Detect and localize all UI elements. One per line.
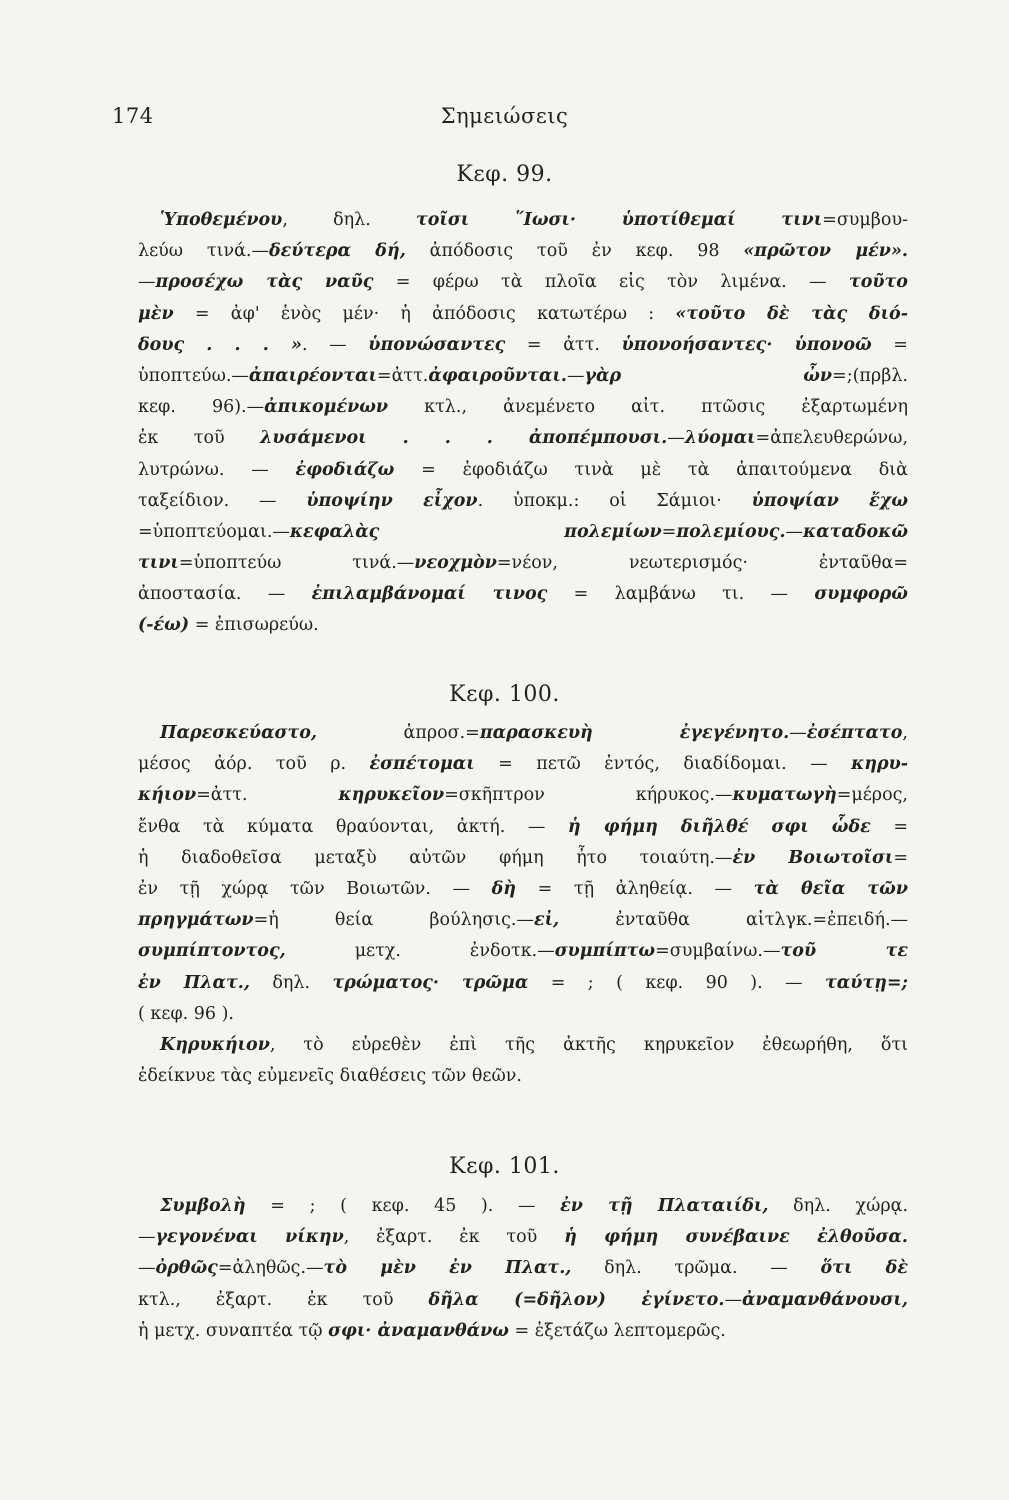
gloss-text: — — [138, 1258, 156, 1279]
gloss-text: , δηλ. — [282, 210, 416, 230]
gloss-text: ἐδείκνυε τὰς εὐμενεῖς διαθέσεις τῶν θεῶν. — [138, 1066, 522, 1087]
lemma-term: ὑπονοήσαντες· ὑπονοῶ — [621, 334, 872, 355]
gloss-text: = ἐπισωρεύω. — [189, 615, 319, 636]
lemma-term: τινι — [138, 553, 179, 574]
gloss-text: ἀποστασία. — — [138, 584, 312, 605]
gloss-text: ἐν τῇ χώρᾳ τῶν Βοιωτῶν. — — [138, 878, 492, 899]
lemma-term: κεφαλὰς πολεμίων — [289, 521, 662, 542]
gloss-text: δηλ. τρῶμα. — — [571, 1258, 821, 1279]
gloss-text: δηλ. χώρᾳ. — [768, 1196, 909, 1216]
lemma-term: λύομαι — [684, 428, 756, 449]
gloss-text: = λαμβάνω τι. — — [547, 584, 815, 605]
lemma-term: ἐφοδιάζω — [295, 459, 395, 480]
text-line — [138, 780, 908, 811]
gloss-text: =συμβου- — [822, 210, 908, 230]
text-line — [138, 1285, 908, 1316]
lemma-term: συμπίπτοντος, — [138, 941, 286, 962]
lemma-term: ὑπονώσαντες — [368, 334, 506, 355]
lemma-term: ὀρθῶς — [155, 1258, 218, 1279]
lemma-term: ὑποψίαν ἔχω — [751, 490, 908, 511]
gloss-text: = ἀφ' ἑνὸς μέν· ἡ ἀπόδοσις κατωτέρω : — [173, 303, 676, 324]
gloss-text: μετχ. ἐνδοτκ.— — [285, 941, 555, 962]
lemma-term: «πρῶτον μέν». — [743, 241, 908, 262]
gloss-text: =ἀττ. — [196, 785, 339, 806]
lemma-term: ἀφαιροῦνται. — [428, 365, 567, 386]
gloss-text: κτλ., ἀνεμένετο αἰτ. πτῶσις ἐξαρτωμένη — [388, 397, 909, 418]
notes-chapter-101 — [138, 1191, 908, 1347]
lemma-term: κηρυκεῖον — [338, 785, 445, 806]
gloss-text: ἡ διαδοθεῖσα μεταξὺ αὐτῶν φήμη ἦτο τοιαύτη.— — [138, 847, 733, 868]
lemma-term: Ὑποθεμένου — [160, 210, 283, 230]
lemma-term: τοῖσι ῞Ιωσι· ὑποτίθεμαί τινι — [415, 210, 823, 230]
lemma-term: ἐν Πλατ., — [138, 972, 250, 993]
gloss-text: = φέρω τὰ πλοῖα εἰς τὸν λιμένα. — — [373, 272, 849, 293]
text-line — [138, 267, 908, 298]
lemma-term: παρασκευὴ ἐγεγένητο. — [479, 723, 790, 743]
lemma-term: ἡ φήμη συνέβαινε ἐλθοῦσα. — [564, 1227, 908, 1248]
lemma-term: κήιον — [138, 785, 197, 806]
section-heading-101: Κεφ. 101. — [449, 1154, 560, 1179]
gloss-text: λυτρώνω. — — [138, 459, 296, 480]
lemma-term: μὲν — [138, 303, 174, 324]
lemma-term: εἰ, — [533, 910, 560, 931]
lemma-term: κηρυ- — [851, 754, 908, 775]
gloss-text: = ἐξετάζω λεπτομερῶς. — [508, 1320, 726, 1341]
gloss-text: =ὑποπτεύω τινά.— — [178, 553, 415, 574]
text-line — [138, 874, 908, 905]
text-line — [138, 843, 908, 874]
gloss-text: ἔνθα τὰ κύματα θραύονται, ἀκτή. — — [138, 816, 568, 837]
lemma-term: τοῦτο — [848, 272, 908, 293]
lemma-term: δους . . . » — [138, 334, 302, 355]
text-line — [138, 548, 908, 579]
gloss-text: . ὑποκμ.: οἱ Σάμιοι· — [477, 490, 752, 511]
gloss-text: ( κεφ. 96 ). — [138, 1003, 234, 1024]
lemma-term: συμφορῶ — [814, 584, 908, 605]
text-line — [138, 330, 908, 361]
lemma-term: ἐσπέτομαι — [369, 754, 475, 775]
text-line — [138, 968, 908, 999]
text-line — [138, 1191, 908, 1222]
gloss-text: = ; ( κεφ. 90 ). — — [528, 972, 825, 993]
lemma-term: ὅτι δὲ — [820, 1258, 908, 1279]
lemma-term: ἐν τῇ Πλαταιίδι, — [560, 1196, 769, 1216]
lemma-term: γεγονέναι νίκην — [155, 1227, 344, 1248]
lemma-term: καταδοκῶ — [803, 521, 908, 542]
text-line — [138, 392, 908, 423]
gloss-text: ἀπροσ.= — [317, 723, 480, 743]
lemma-term: τὰ θεῖα τῶν — [753, 878, 908, 899]
gloss-text: κτλ., ἐξαρτ. ἐκ τοῦ — [138, 1289, 429, 1310]
gloss-text: = — [870, 816, 908, 837]
lemma-term: νεοχμὸν — [414, 553, 497, 574]
notes-chapter-99 — [138, 205, 908, 642]
text-line — [138, 999, 908, 1030]
lemma-term: πρηγμάτων — [138, 910, 254, 931]
text-line — [138, 905, 908, 936]
gloss-text: — — [785, 521, 804, 542]
text-line — [138, 299, 908, 330]
gloss-text: = ἀττ. — [505, 334, 622, 355]
lemma-term: τοῦ τε — [780, 941, 908, 962]
lemma-term: δὴ — [491, 878, 517, 899]
gloss-text: =ὑποπτεύομαι.— — [138, 521, 290, 542]
gloss-text: δηλ. — [249, 972, 333, 993]
lemma-term: συμπίπτω — [554, 941, 656, 962]
gloss-text: ταξείδιον. — — [138, 490, 307, 511]
text-line — [138, 1030, 908, 1061]
text-line — [138, 236, 908, 267]
gloss-text: ἀπόδοσις τοῦ ἐν κεφ. 98 — [405, 241, 744, 262]
text-line — [138, 423, 908, 454]
gloss-text: , τὸ εὑρεθὲν ἐπὶ τῆς ἀκτῆς κηρυκεῖον ἐθεωρήθη, ὅτι — [269, 1034, 908, 1055]
gloss-text: . — — [301, 334, 369, 355]
gloss-text: =ἀπελευθερώνω, — [755, 428, 909, 449]
gloss-text: — — [138, 1227, 156, 1248]
gloss-text: =ἀληθῶς.— — [217, 1258, 324, 1279]
lemma-term: Κηρυκήιον — [160, 1034, 270, 1055]
lemma-term: (-έω) — [138, 615, 190, 636]
gloss-text: λεύω τινά.— — [138, 241, 269, 262]
text-line — [138, 718, 908, 749]
text-line — [138, 936, 908, 967]
lemma-term: προσέχω τὰς ναῦς — [155, 272, 374, 293]
text-line — [138, 205, 908, 236]
text-line — [138, 455, 908, 486]
lemma-term: τρώματος· τρῶμα — [332, 972, 529, 993]
text-line — [138, 579, 908, 610]
gloss-text: = ; ( κεφ. 45 ). — — [245, 1196, 561, 1216]
lemma-term: πολεμίους. — [676, 521, 786, 542]
lemma-term: ἐσέπτατο — [806, 723, 903, 743]
text-line — [138, 486, 908, 517]
gloss-text: μέσος ἀόρ. τοῦ ρ. — [138, 754, 370, 775]
gloss-text: ἡ μετχ. συναπτέα τῷ — [138, 1320, 329, 1341]
lemma-term: ἐπιλαμβάνομαί τινος — [311, 584, 548, 605]
lemma-term: ταύτῃ=; — [824, 972, 908, 993]
lemma-term: λυσάμενοι . . . ἀποπέμπουσι. — [260, 428, 668, 449]
gloss-text: — — [566, 365, 585, 386]
gloss-text: , ἐξαρτ. ἐκ τοῦ — [343, 1227, 565, 1248]
gloss-text: κεφ. 96).— — [138, 397, 265, 418]
lemma-term: Συμβολὴ — [160, 1196, 246, 1216]
lemma-term: ὑποψίην εἶχον — [306, 490, 478, 511]
lemma-term: δῆλα (=δῆλον) ἐγίνετο. — [428, 1289, 725, 1310]
lemma-term: τὸ μὲν ἐν Πλατ., — [323, 1258, 572, 1279]
gloss-text: = — [871, 334, 908, 355]
text-line — [138, 1222, 908, 1253]
notes-chapter-100 — [138, 718, 908, 1092]
text-line — [138, 517, 908, 548]
lemma-term: ἡ φήμη διῆλθέ σφι ὧδε — [567, 816, 871, 837]
gloss-text: = πετῶ ἐντός, διαδίδομαι. — — [474, 754, 852, 775]
gloss-text: — — [724, 1289, 742, 1310]
text-line — [138, 749, 908, 780]
text-line — [138, 1253, 908, 1284]
lemma-term: ἀναμανθάνουσι, — [741, 1289, 908, 1310]
gloss-text: ἐνταῦθα αἰτλγκ.=ἐπειδή.— — [559, 910, 909, 931]
gloss-text: ὑποπτεύω.— — [138, 365, 249, 386]
lemma-term: δεύτερα δή, — [268, 241, 406, 262]
lemma-term: γὰρ ὦν — [584, 365, 833, 386]
lemma-term: ἀπικομένων — [264, 397, 389, 418]
text-line — [138, 812, 908, 843]
gloss-text: ἐκ τοῦ — [138, 428, 261, 449]
page-number: 174 — [112, 104, 154, 128]
text-line — [138, 610, 908, 641]
gloss-text: =ἀττ. — [376, 365, 429, 386]
gloss-text: =σκῆπτρον κήρυκος.— — [444, 785, 733, 806]
lemma-term: κυματωγὴ — [732, 785, 837, 806]
gloss-text: =μέρος, — [836, 785, 908, 806]
lemma-term: «τοῦτο δὲ τὰς διό- — [675, 303, 908, 324]
gloss-text: =ἡ θεία βούλησις.— — [253, 910, 534, 931]
text-line — [138, 361, 908, 392]
text-line — [138, 1061, 908, 1092]
gloss-text: =νέον, νεωτερισμός· ἐνταῦθα= — [496, 553, 908, 574]
gloss-text: = — [661, 521, 677, 542]
gloss-text: — — [138, 272, 156, 293]
lemma-term: ἀπαιρέονται — [248, 365, 377, 386]
running-head: Σημειώσεις — [440, 104, 569, 128]
text-line — [138, 1316, 908, 1347]
gloss-text: = τῇ ἀληθείᾳ. — — [516, 878, 754, 899]
section-heading-100: Κεφ. 100. — [449, 682, 560, 707]
gloss-text: — — [789, 723, 807, 743]
lemma-term: ἐν Βοιωτοῖσι — [732, 847, 894, 868]
gloss-text: = — [893, 847, 908, 868]
lemma-term: Παρεσκεύαστο, — [160, 723, 317, 743]
gloss-text: = ἐφοδιάζω τινὰ μὲ τὰ ἀπαιτούμενα διὰ — [394, 459, 908, 480]
gloss-text: =;(πρβλ. — [832, 365, 908, 386]
section-heading-99: Κεφ. 99. — [456, 162, 553, 187]
gloss-text: , — [902, 723, 908, 743]
gloss-text: =συμβαίνω.— — [655, 941, 781, 962]
lemma-term: σφι· ἀναμανθάνω — [328, 1320, 509, 1341]
gloss-text: — — [667, 428, 685, 449]
